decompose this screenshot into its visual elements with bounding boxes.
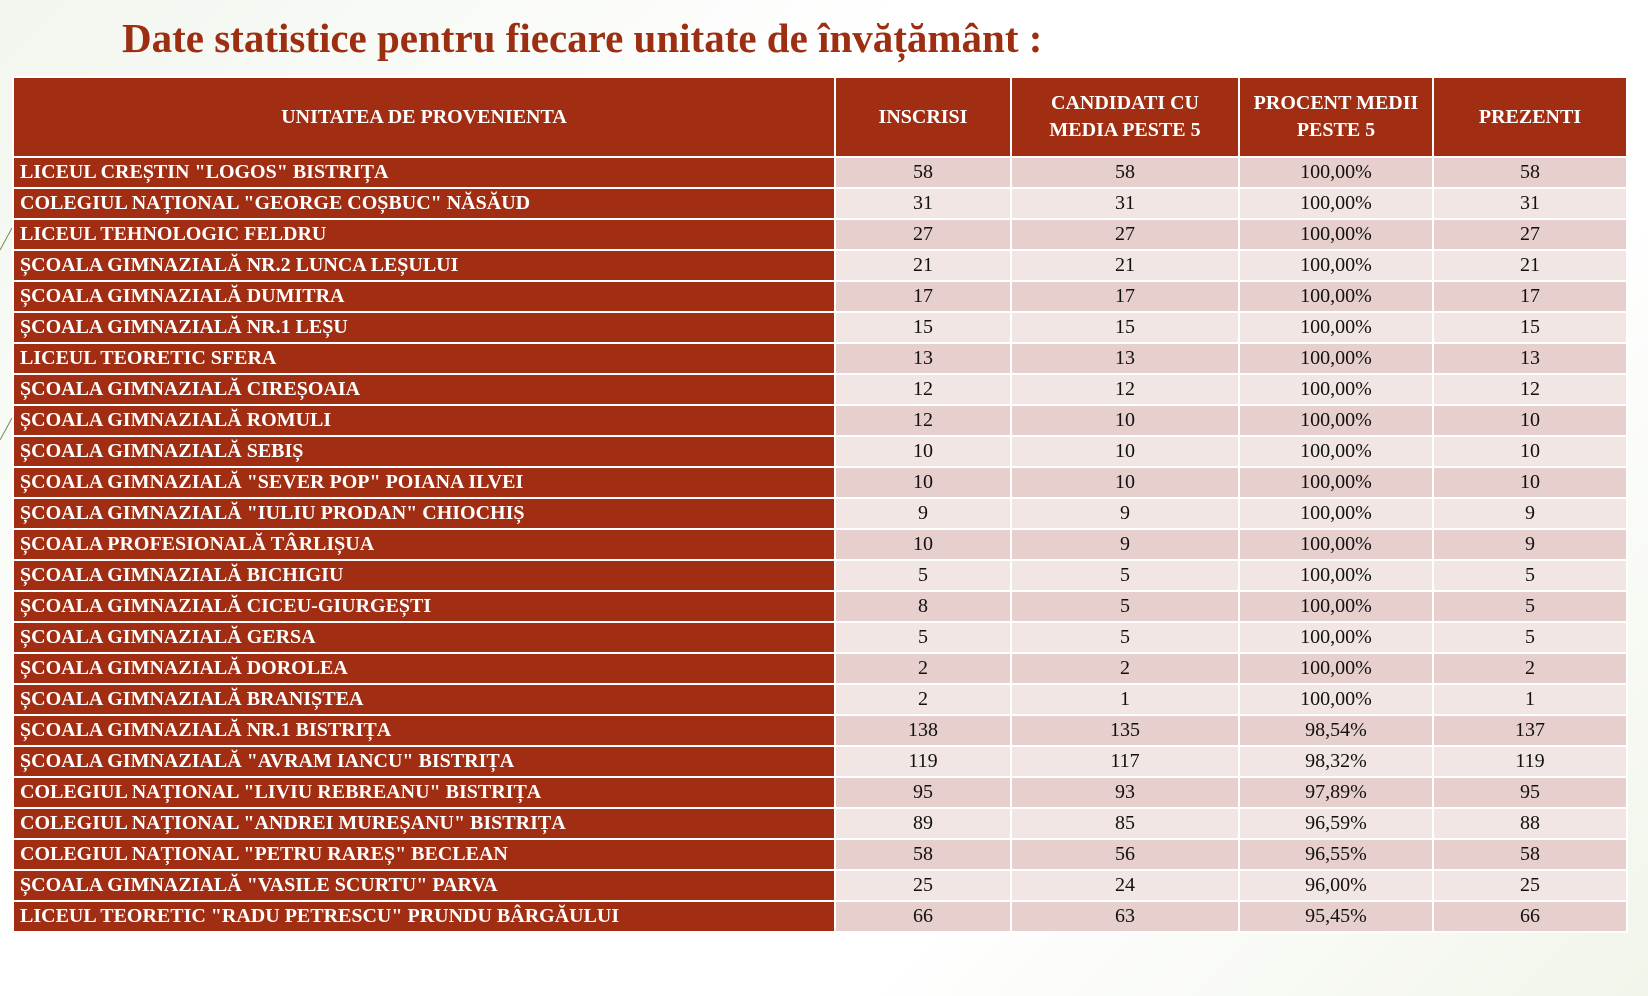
cell-unit: ȘCOALA GIMNAZIALĂ SEBIȘ bbox=[13, 436, 835, 467]
cell-percent: 100,00% bbox=[1239, 622, 1433, 653]
cell-percent: 96,55% bbox=[1239, 839, 1433, 870]
cell-unit: LICEUL CREȘTIN "LOGOS" BISTRIȚA bbox=[13, 157, 835, 188]
cell-percent: 100,00% bbox=[1239, 467, 1433, 498]
cell-percent: 100,00% bbox=[1239, 653, 1433, 684]
cell-present: 31 bbox=[1433, 188, 1627, 219]
cell-present: 58 bbox=[1433, 839, 1627, 870]
cell-candidates-over-5: 12 bbox=[1011, 374, 1239, 405]
table-row bbox=[13, 746, 1627, 777]
cell-unit: ȘCOALA GIMNAZIALĂ CIREȘOAIA bbox=[13, 374, 835, 405]
table-row bbox=[13, 436, 1627, 467]
cell-enrolled: 95 bbox=[835, 777, 1011, 808]
cell-present: 5 bbox=[1433, 560, 1627, 591]
cell-present: 95 bbox=[1433, 777, 1627, 808]
table-row bbox=[13, 839, 1627, 870]
header-candidates-over-5: CANDIDATI CU MEDIA PESTE 5 bbox=[1011, 77, 1239, 157]
cell-enrolled: 8 bbox=[835, 591, 1011, 622]
cell-unit: ȘCOALA GIMNAZIALĂ ROMULI bbox=[13, 405, 835, 436]
cell-enrolled: 138 bbox=[835, 715, 1011, 746]
table-row bbox=[13, 188, 1627, 219]
cell-percent: 100,00% bbox=[1239, 405, 1433, 436]
cell-percent: 100,00% bbox=[1239, 498, 1433, 529]
cell-candidates-over-5: 15 bbox=[1011, 312, 1239, 343]
cell-present: 88 bbox=[1433, 808, 1627, 839]
cell-candidates-over-5: 58 bbox=[1011, 157, 1239, 188]
table-header-row bbox=[13, 77, 1627, 157]
cell-percent: 100,00% bbox=[1239, 281, 1433, 312]
cell-present: 10 bbox=[1433, 405, 1627, 436]
table-row bbox=[13, 498, 1627, 529]
cell-enrolled: 10 bbox=[835, 436, 1011, 467]
cell-unit: COLEGIUL NAȚIONAL "PETRU RAREȘ" BECLEAN bbox=[13, 839, 835, 870]
cell-enrolled: 5 bbox=[835, 560, 1011, 591]
cell-unit: ȘCOALA GIMNAZIALĂ "IULIU PRODAN" CHIOCHIȘ bbox=[13, 498, 835, 529]
cell-candidates-over-5: 10 bbox=[1011, 467, 1239, 498]
cell-enrolled: 5 bbox=[835, 622, 1011, 653]
cell-enrolled: 12 bbox=[835, 374, 1011, 405]
cell-present: 2 bbox=[1433, 653, 1627, 684]
cell-enrolled: 15 bbox=[835, 312, 1011, 343]
cell-present: 58 bbox=[1433, 157, 1627, 188]
table-row bbox=[13, 529, 1627, 560]
cell-enrolled: 10 bbox=[835, 529, 1011, 560]
table-row bbox=[13, 591, 1627, 622]
cell-candidates-over-5: 5 bbox=[1011, 591, 1239, 622]
table-row bbox=[13, 870, 1627, 901]
cell-present: 15 bbox=[1433, 312, 1627, 343]
cell-candidates-over-5: 2 bbox=[1011, 653, 1239, 684]
cell-unit: LICEUL TEORETIC SFERA bbox=[13, 343, 835, 374]
cell-percent: 100,00% bbox=[1239, 343, 1433, 374]
cell-unit: ȘCOALA GIMNAZIALĂ "VASILE SCURTU" PARVA bbox=[13, 870, 835, 901]
cell-unit: ȘCOALA GIMNAZIALĂ GERSA bbox=[13, 622, 835, 653]
table-row bbox=[13, 405, 1627, 436]
cell-candidates-over-5: 21 bbox=[1011, 250, 1239, 281]
cell-percent: 97,89% bbox=[1239, 777, 1433, 808]
cell-unit: ȘCOALA GIMNAZIALĂ CICEU-GIURGEȘTI bbox=[13, 591, 835, 622]
cell-percent: 100,00% bbox=[1239, 188, 1433, 219]
table-row bbox=[13, 653, 1627, 684]
table-row bbox=[13, 374, 1627, 405]
table-row bbox=[13, 343, 1627, 374]
cell-unit: ȘCOALA GIMNAZIALĂ "SEVER POP" POIANA ILVEI bbox=[13, 467, 835, 498]
cell-unit: ȘCOALA GIMNAZIALĂ DUMITRA bbox=[13, 281, 835, 312]
cell-unit: ȘCOALA GIMNAZIALĂ "AVRAM IANCU" BISTRIȚA bbox=[13, 746, 835, 777]
cell-enrolled: 66 bbox=[835, 901, 1011, 932]
cell-candidates-over-5: 9 bbox=[1011, 498, 1239, 529]
table-row bbox=[13, 560, 1627, 591]
cell-candidates-over-5: 117 bbox=[1011, 746, 1239, 777]
cell-present: 27 bbox=[1433, 219, 1627, 250]
cell-present: 17 bbox=[1433, 281, 1627, 312]
cell-present: 10 bbox=[1433, 436, 1627, 467]
cell-percent: 100,00% bbox=[1239, 250, 1433, 281]
cell-percent: 100,00% bbox=[1239, 219, 1433, 250]
slide-title bbox=[122, 14, 1042, 62]
cell-candidates-over-5: 13 bbox=[1011, 343, 1239, 374]
cell-unit: ȘCOALA GIMNAZIALĂ BRANIȘTEA bbox=[13, 684, 835, 715]
cell-present: 9 bbox=[1433, 529, 1627, 560]
table-row bbox=[13, 281, 1627, 312]
cell-unit: COLEGIUL NAȚIONAL "LIVIU REBREANU" BISTRIȚA bbox=[13, 777, 835, 808]
cell-present: 66 bbox=[1433, 901, 1627, 932]
cell-candidates-over-5: 17 bbox=[1011, 281, 1239, 312]
cell-present: 137 bbox=[1433, 715, 1627, 746]
cell-enrolled: 2 bbox=[835, 684, 1011, 715]
table-row bbox=[13, 312, 1627, 343]
cell-candidates-over-5: 27 bbox=[1011, 219, 1239, 250]
cell-enrolled: 12 bbox=[835, 405, 1011, 436]
cell-percent: 100,00% bbox=[1239, 312, 1433, 343]
cell-candidates-over-5: 1 bbox=[1011, 684, 1239, 715]
cell-present: 5 bbox=[1433, 591, 1627, 622]
cell-present: 119 bbox=[1433, 746, 1627, 777]
header-present: PREZENTI bbox=[1433, 77, 1627, 157]
cell-candidates-over-5: 5 bbox=[1011, 622, 1239, 653]
header-enrolled: INSCRISI bbox=[835, 77, 1011, 157]
cell-candidates-over-5: 31 bbox=[1011, 188, 1239, 219]
cell-unit: ȘCOALA GIMNAZIALĂ NR.2 LUNCA LEȘULUI bbox=[13, 250, 835, 281]
table-row bbox=[13, 808, 1627, 839]
table-row bbox=[13, 622, 1627, 653]
cell-enrolled: 89 bbox=[835, 808, 1011, 839]
cell-percent: 100,00% bbox=[1239, 436, 1433, 467]
cell-present: 25 bbox=[1433, 870, 1627, 901]
cell-percent: 96,59% bbox=[1239, 808, 1433, 839]
table-row bbox=[13, 219, 1627, 250]
cell-present: 12 bbox=[1433, 374, 1627, 405]
cell-percent: 100,00% bbox=[1239, 684, 1433, 715]
cell-candidates-over-5: 93 bbox=[1011, 777, 1239, 808]
cell-candidates-over-5: 9 bbox=[1011, 529, 1239, 560]
cell-percent: 100,00% bbox=[1239, 591, 1433, 622]
cell-present: 9 bbox=[1433, 498, 1627, 529]
cell-enrolled: 13 bbox=[835, 343, 1011, 374]
cell-unit: LICEUL TEHNOLOGIC FELDRU bbox=[13, 219, 835, 250]
table-row bbox=[13, 467, 1627, 498]
cell-candidates-over-5: 5 bbox=[1011, 560, 1239, 591]
cell-enrolled: 9 bbox=[835, 498, 1011, 529]
cell-candidates-over-5: 85 bbox=[1011, 808, 1239, 839]
cell-enrolled: 58 bbox=[835, 839, 1011, 870]
table-row bbox=[13, 715, 1627, 746]
cell-present: 13 bbox=[1433, 343, 1627, 374]
cell-percent: 100,00% bbox=[1239, 560, 1433, 591]
cell-present: 5 bbox=[1433, 622, 1627, 653]
cell-enrolled: 31 bbox=[835, 188, 1011, 219]
cell-enrolled: 2 bbox=[835, 653, 1011, 684]
cell-present: 21 bbox=[1433, 250, 1627, 281]
cell-enrolled: 58 bbox=[835, 157, 1011, 188]
cell-percent: 98,54% bbox=[1239, 715, 1433, 746]
cell-enrolled: 10 bbox=[835, 467, 1011, 498]
cell-unit: ȘCOALA PROFESIONALĂ TÂRLIȘUA bbox=[13, 529, 835, 560]
cell-percent: 100,00% bbox=[1239, 157, 1433, 188]
cell-percent: 96,00% bbox=[1239, 870, 1433, 901]
cell-candidates-over-5: 24 bbox=[1011, 870, 1239, 901]
statistics-table bbox=[12, 76, 1628, 933]
cell-enrolled: 21 bbox=[835, 250, 1011, 281]
cell-present: 1 bbox=[1433, 684, 1627, 715]
cell-candidates-over-5: 63 bbox=[1011, 901, 1239, 932]
cell-unit: COLEGIUL NAȚIONAL "ANDREI MUREȘANU" BISTRIȚA bbox=[13, 808, 835, 839]
cell-enrolled: 17 bbox=[835, 281, 1011, 312]
table-body bbox=[13, 157, 1627, 932]
cell-unit: ȘCOALA GIMNAZIALĂ NR.1 BISTRIȚA bbox=[13, 715, 835, 746]
cell-percent: 100,00% bbox=[1239, 374, 1433, 405]
cell-candidates-over-5: 135 bbox=[1011, 715, 1239, 746]
table-row bbox=[13, 684, 1627, 715]
cell-unit: COLEGIUL NAȚIONAL "GEORGE COȘBUC" NĂSĂUD bbox=[13, 188, 835, 219]
cell-unit: ȘCOALA GIMNAZIALĂ BICHIGIU bbox=[13, 560, 835, 591]
cell-enrolled: 27 bbox=[835, 219, 1011, 250]
cell-unit: ȘCOALA GIMNAZIALĂ NR.1 LEȘU bbox=[13, 312, 835, 343]
table-row bbox=[13, 250, 1627, 281]
header-unit: UNITATEA DE PROVENIENTA bbox=[13, 77, 835, 157]
table-row bbox=[13, 777, 1627, 808]
cell-candidates-over-5: 10 bbox=[1011, 436, 1239, 467]
cell-candidates-over-5: 56 bbox=[1011, 839, 1239, 870]
table-row bbox=[13, 901, 1627, 932]
cell-unit: LICEUL TEORETIC "RADU PETRESCU" PRUNDU BÂRGĂULUI bbox=[13, 901, 835, 932]
cell-unit: ȘCOALA GIMNAZIALĂ DOROLEA bbox=[13, 653, 835, 684]
header-percent-over-5: PROCENT MEDII PESTE 5 bbox=[1239, 77, 1433, 157]
slide-title-text: Date statistice pentru fiecare unitate de învățământ : bbox=[122, 15, 1043, 61]
cell-percent: 95,45% bbox=[1239, 901, 1433, 932]
cell-percent: 98,32% bbox=[1239, 746, 1433, 777]
cell-enrolled: 119 bbox=[835, 746, 1011, 777]
table-row bbox=[13, 157, 1627, 188]
cell-percent: 100,00% bbox=[1239, 529, 1433, 560]
cell-present: 10 bbox=[1433, 467, 1627, 498]
cell-candidates-over-5: 10 bbox=[1011, 405, 1239, 436]
cell-enrolled: 25 bbox=[835, 870, 1011, 901]
